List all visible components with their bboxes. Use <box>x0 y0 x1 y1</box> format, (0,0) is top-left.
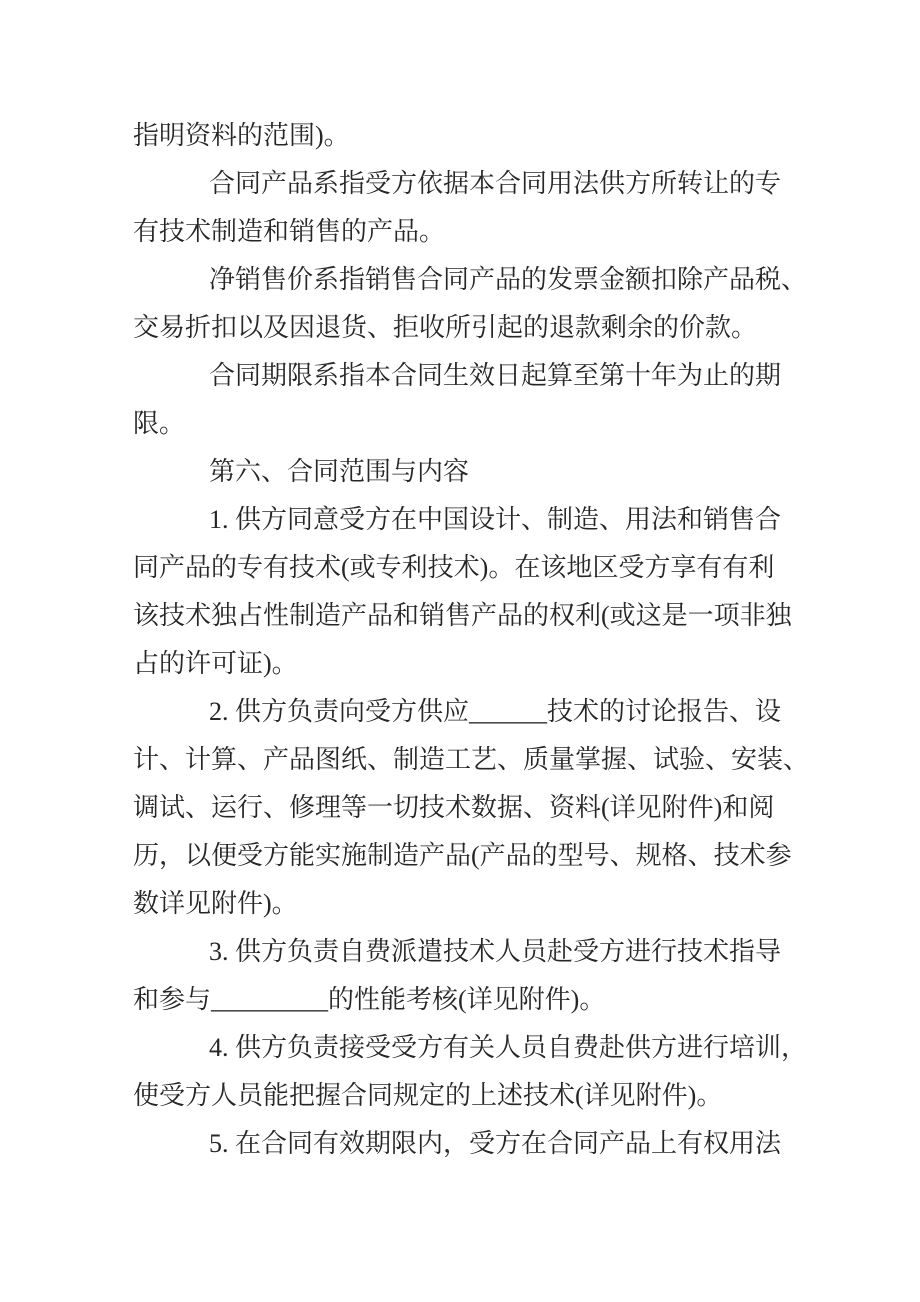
text-line-7: 限。 <box>133 409 186 438</box>
text-line-12: 占的许可证)。 <box>133 649 298 678</box>
text-line-10: 同产品的专有技术(或专利技术)。在该地区受方享有有利 <box>133 553 775 582</box>
text-line-14: 计、计算、产品图纸、制造工艺、质量掌握、试验、安装、 <box>133 745 810 774</box>
text-line-15: 调试、运行、修理等一切技术数据、资料(详见附件)和阅 <box>133 793 775 822</box>
text-line-9: 1. 供方同意受方在中国设计、制造、用法和销售合 <box>209 505 782 534</box>
text-line-18: 3. 供方负责自费派遣技术人员赴受方进行技术指导 <box>209 937 782 966</box>
document-text-block <box>133 112 813 1168</box>
text-line-2: 合同产品系指受方依据本合同用法供方所转让的专 <box>209 169 782 198</box>
text-line-8: 第六、合同范围与内容 <box>209 457 470 486</box>
text-line-3: 有技术制造和销售的产品。 <box>133 217 446 246</box>
text-line-21: 使受方人员能把握合同规定的上述技术(详见附件)。 <box>133 1081 723 1110</box>
text-line-4: 净销售价系指销售合同产品的发票金额扣除产品税、 <box>209 265 808 294</box>
text-line-1: 指明资料的范围)。 <box>133 121 350 150</box>
text-line-5: 交易折扣以及因退货、拒收所引起的退款剩余的价款。 <box>133 313 758 342</box>
text-line-16: 历，以便受方能实施制造产品(产品的型号、规格、技术参 <box>133 841 792 870</box>
text-line-11: 该技术独占性制造产品和销售产品的权利(或这是一项非独 <box>133 601 792 630</box>
text-line-13: 2. 供方负责向受方供应______技术的讨论报告、设 <box>209 697 782 726</box>
text-line-17: 数详见附件)。 <box>133 889 298 918</box>
text-line-20: 4. 供方负责接受受方有关人员自费赴供方进行培训， <box>209 1033 808 1062</box>
text-line-19: 和参与_________的性能考核(详见附件)。 <box>133 985 606 1014</box>
text-line-6: 合同期限系指本合同生效日起算至第十年为止的期 <box>209 361 782 390</box>
text-line-22: 5. 在合同有效期限内，受方在合同产品上有权用法 <box>209 1129 782 1158</box>
